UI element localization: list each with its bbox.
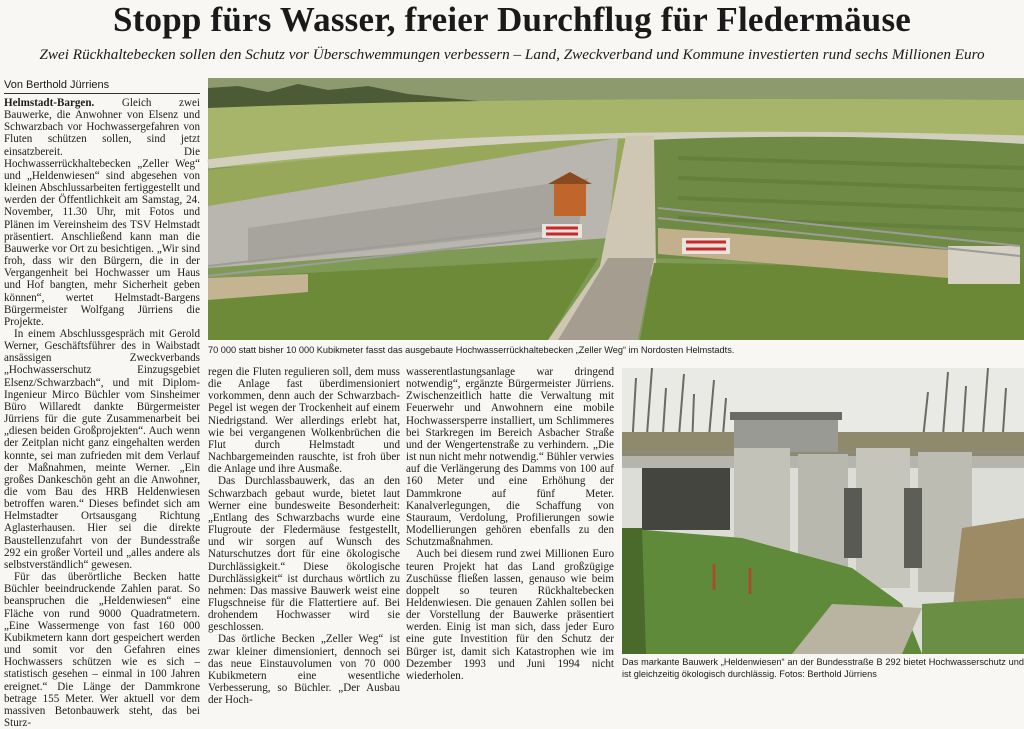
paragraph: In einem Abschlussgespräch mit Gerold Werner, Geschäftsführer des in Waibstadt ansässigen Zweckverbands „Hochwasserschutz Einzugsgebiet Elsenz/Schwarzbach“, und mit Diplom-Ingenieur Mirco Büchler vom Sinsheimer Büro Willaredt dankte Bürgermeister Jürriens für die gute Zusammenarbeit bei „diesen beiden Großprojekten“. Auch wenn der Zeitplan nicht ganz eingehalten werden konnte, sei man zufrieden mit dem Verlauf der Maßnahmen, meinte Werner. „Ein großes Dankeschön geht an die Anwohner, die vom Bau des HRB Heldenwiesen betroffen waren.“ Dieses befindet sich am Helmstadter Ortsausgang Richtung Aglasterhausen. Hier sei die direkte Baustellenzufahrt von der Bundesstraße 292 ein großer Vorteil und „alles andere als selbstverständlich“ gewesen. (4, 327, 200, 571)
paragraph: wasserentlastungsanlage war dringend notwendig“, ergänzte Bürgermeister Jürriens. Zwischenzeitlich hatte die Verwaltung mit Feuerwehr und Anwohnern eine mobile Hochwassersperre installiert, um Schlimmeres bei Starkregen im Bereich Asbacher Straße und der Wengertenstraße zu verhindern. „Die ist nun nicht mehr notwendig.“ Bühler verwies auf die Verlängerung des Damms von 100 auf 160 Meter und eine Erhöhung der Dammkrone auf fünf Meter. Kanalverlegungen, die Schaffung von Stauraum, Verdolung, Profilierungen sowie Modellierungen gehören ebenfalls zu den Schutzmaßnahmen. (406, 366, 614, 549)
article-headline: Stopp fürs Wasser, freier Durchflug für Fledermäuse (112, 0, 912, 39)
article-byline: Von Berthold Jürriens (4, 78, 200, 94)
tunnel-opening (642, 468, 730, 530)
green-slope-right (922, 598, 1024, 654)
control-house (734, 418, 838, 452)
text-column-2 (208, 366, 400, 707)
paragraph (4, 97, 200, 328)
pillar-3 (856, 448, 910, 588)
dateline: Helmstadt-Bargen. (4, 97, 95, 109)
text-column-1 (4, 97, 200, 729)
paragraph: Für das überörtliche Becken hatte Büchler beeindruckende Zahlen parat. So beanspruchen die „Heldenwiesen“ eine Fläche von rund 9000 Quadratmetern. „Eine Wassermenge von fast 160 000 Kubikmetern kann dort gespeichert werden und somit vor den Gefahren eines Hochwassers schützen wie es sich – statistisch gesehen – einmal in 100 Jahren ereignet.“ Die Länge der Dammkrone betrage 155 Meter. Wer aktuell vor dem massiven Betonbauwerk steht, das bei Sturz- (4, 571, 200, 729)
paragraph: Auch bei diesem rund zwei Millionen Euro teuren Projekt hat das Land großzügige Zuschüsse fließen lassen, genauso wie beim doppelt so teuren Rückhaltebecken Heldenwiesen. Die genauen Zahlen sollen bei der Vorstellung der Bauwerke präsentiert werden. Einig ist man sich, dass jeder Euro eine gute Investition für den Schutz der Bürger ist, damit sich Katastrophen wie im Dezember 1993 und Juni 1994 nicht wiederholen. (406, 548, 614, 682)
paragraph: Das Durchlassbauwerk, das an den Schwarzbach gebaut wurde, bietet laut Werner eine bundesweite Besonderheit: „Entlang des Schwarzbachs wurde eine Flugroute der Fledermäuse festgestellt, und wir sorgen auf Wunsch des Naturschutzes dort für eine ökologische Durchlässigkeit.“ Diese ökologische Durchlässigkeit“ ist durchaus wörtlich zu nehmen: Das massive Bauwerk weist eine Flugschneise für die Flattertiere auf. Bei drohendem Hochwasser wird sie geschlossen. (208, 475, 400, 634)
paragraph: regen die Fluten regulieren soll, dem muss die Anlage fast überdimensioniert vorkommen, denn auch der Schwarzbach-Pegel ist wegen der Trockenheit auf einem Niedrigstand. Wer allerdings erlebt hat, wie bei vergangenen Wolkenbrüchen die Flut durch Helmstadt und Nachbargemeinden rauschte, ist froh über die Anlage und ihre Ausmaße. (208, 366, 400, 476)
barrier-left (542, 224, 582, 238)
photo-caption-heldenwiesen: Das markante Bauwerk „Heldenwiesen“ an der Bundesstraße B 292 bietet Hochwasserschutz und ist gleichzeitig ökologisch durchlässig. Fotos: Berthold Jürriens (622, 657, 1024, 679)
paragraph: Das örtliche Becken „Zeller Weg“ ist zwar kleiner dimensioniert, dennoch sei das neue Einstauvolumen von 70 000 Kubikmetern eine wesentliche Verbesserung, so Büchler. „Der Ausbau der Hoch- (208, 633, 400, 707)
hut-body (554, 182, 586, 216)
photo-caption-zeller-weg: 70 000 statt bisher 10 000 Kubikmeter fasst das ausgebaute Hochwasserrückhaltebecken „Zeller Weg“ im Nordosten Helmstadts. (208, 345, 735, 355)
article-subheadline: Zwei Rückhaltebecken sollen den Schutz vor Überschwemmungen verbessern – Land, Zweckverband und Kommune investierten rund sechs Millionen Euro (39, 46, 985, 63)
photo-zeller-weg-basin (208, 78, 1024, 340)
barrier-right (682, 238, 730, 254)
control-house-roof (730, 412, 842, 420)
photo-heldenwiesen-structure (622, 368, 1024, 654)
gate-1 (844, 488, 862, 558)
text-column-3 (406, 366, 614, 685)
left-foliage (622, 528, 646, 654)
gate-2 (904, 488, 922, 568)
paragraph-text: Gleich zwei Bauwerke, die Anwohner von Elsenz und Schwarzbach vor Hochwassergefahren von Fluten schützen sollen, sind jetzt einsatzbereit. Die Hochwasserrückhaltebecken „Zeller Weg“ und „Heldenwiesen“ sind abgesehen von kleinen Abschlussarbeiten fertiggestellt und werden der Öffentlichkeit am Samstag, 24. November, 11.30 Uhr, mit Fotos und Plänen im Vereinsheim des TSV Helmstadt präsentiert. Anschließend kann man die Bauwerke vor Ort zu besichtigen. „Wir sind froh, dass wir den Bürgern, die in der Vergangenheit bei Hochwasser um Haus und Hof bangten, mehr Sicherheit geben können“, wertet Helmstadt-Bargens Bürgermeister Wolfgang Jürriens die Projekte. (4, 97, 200, 328)
